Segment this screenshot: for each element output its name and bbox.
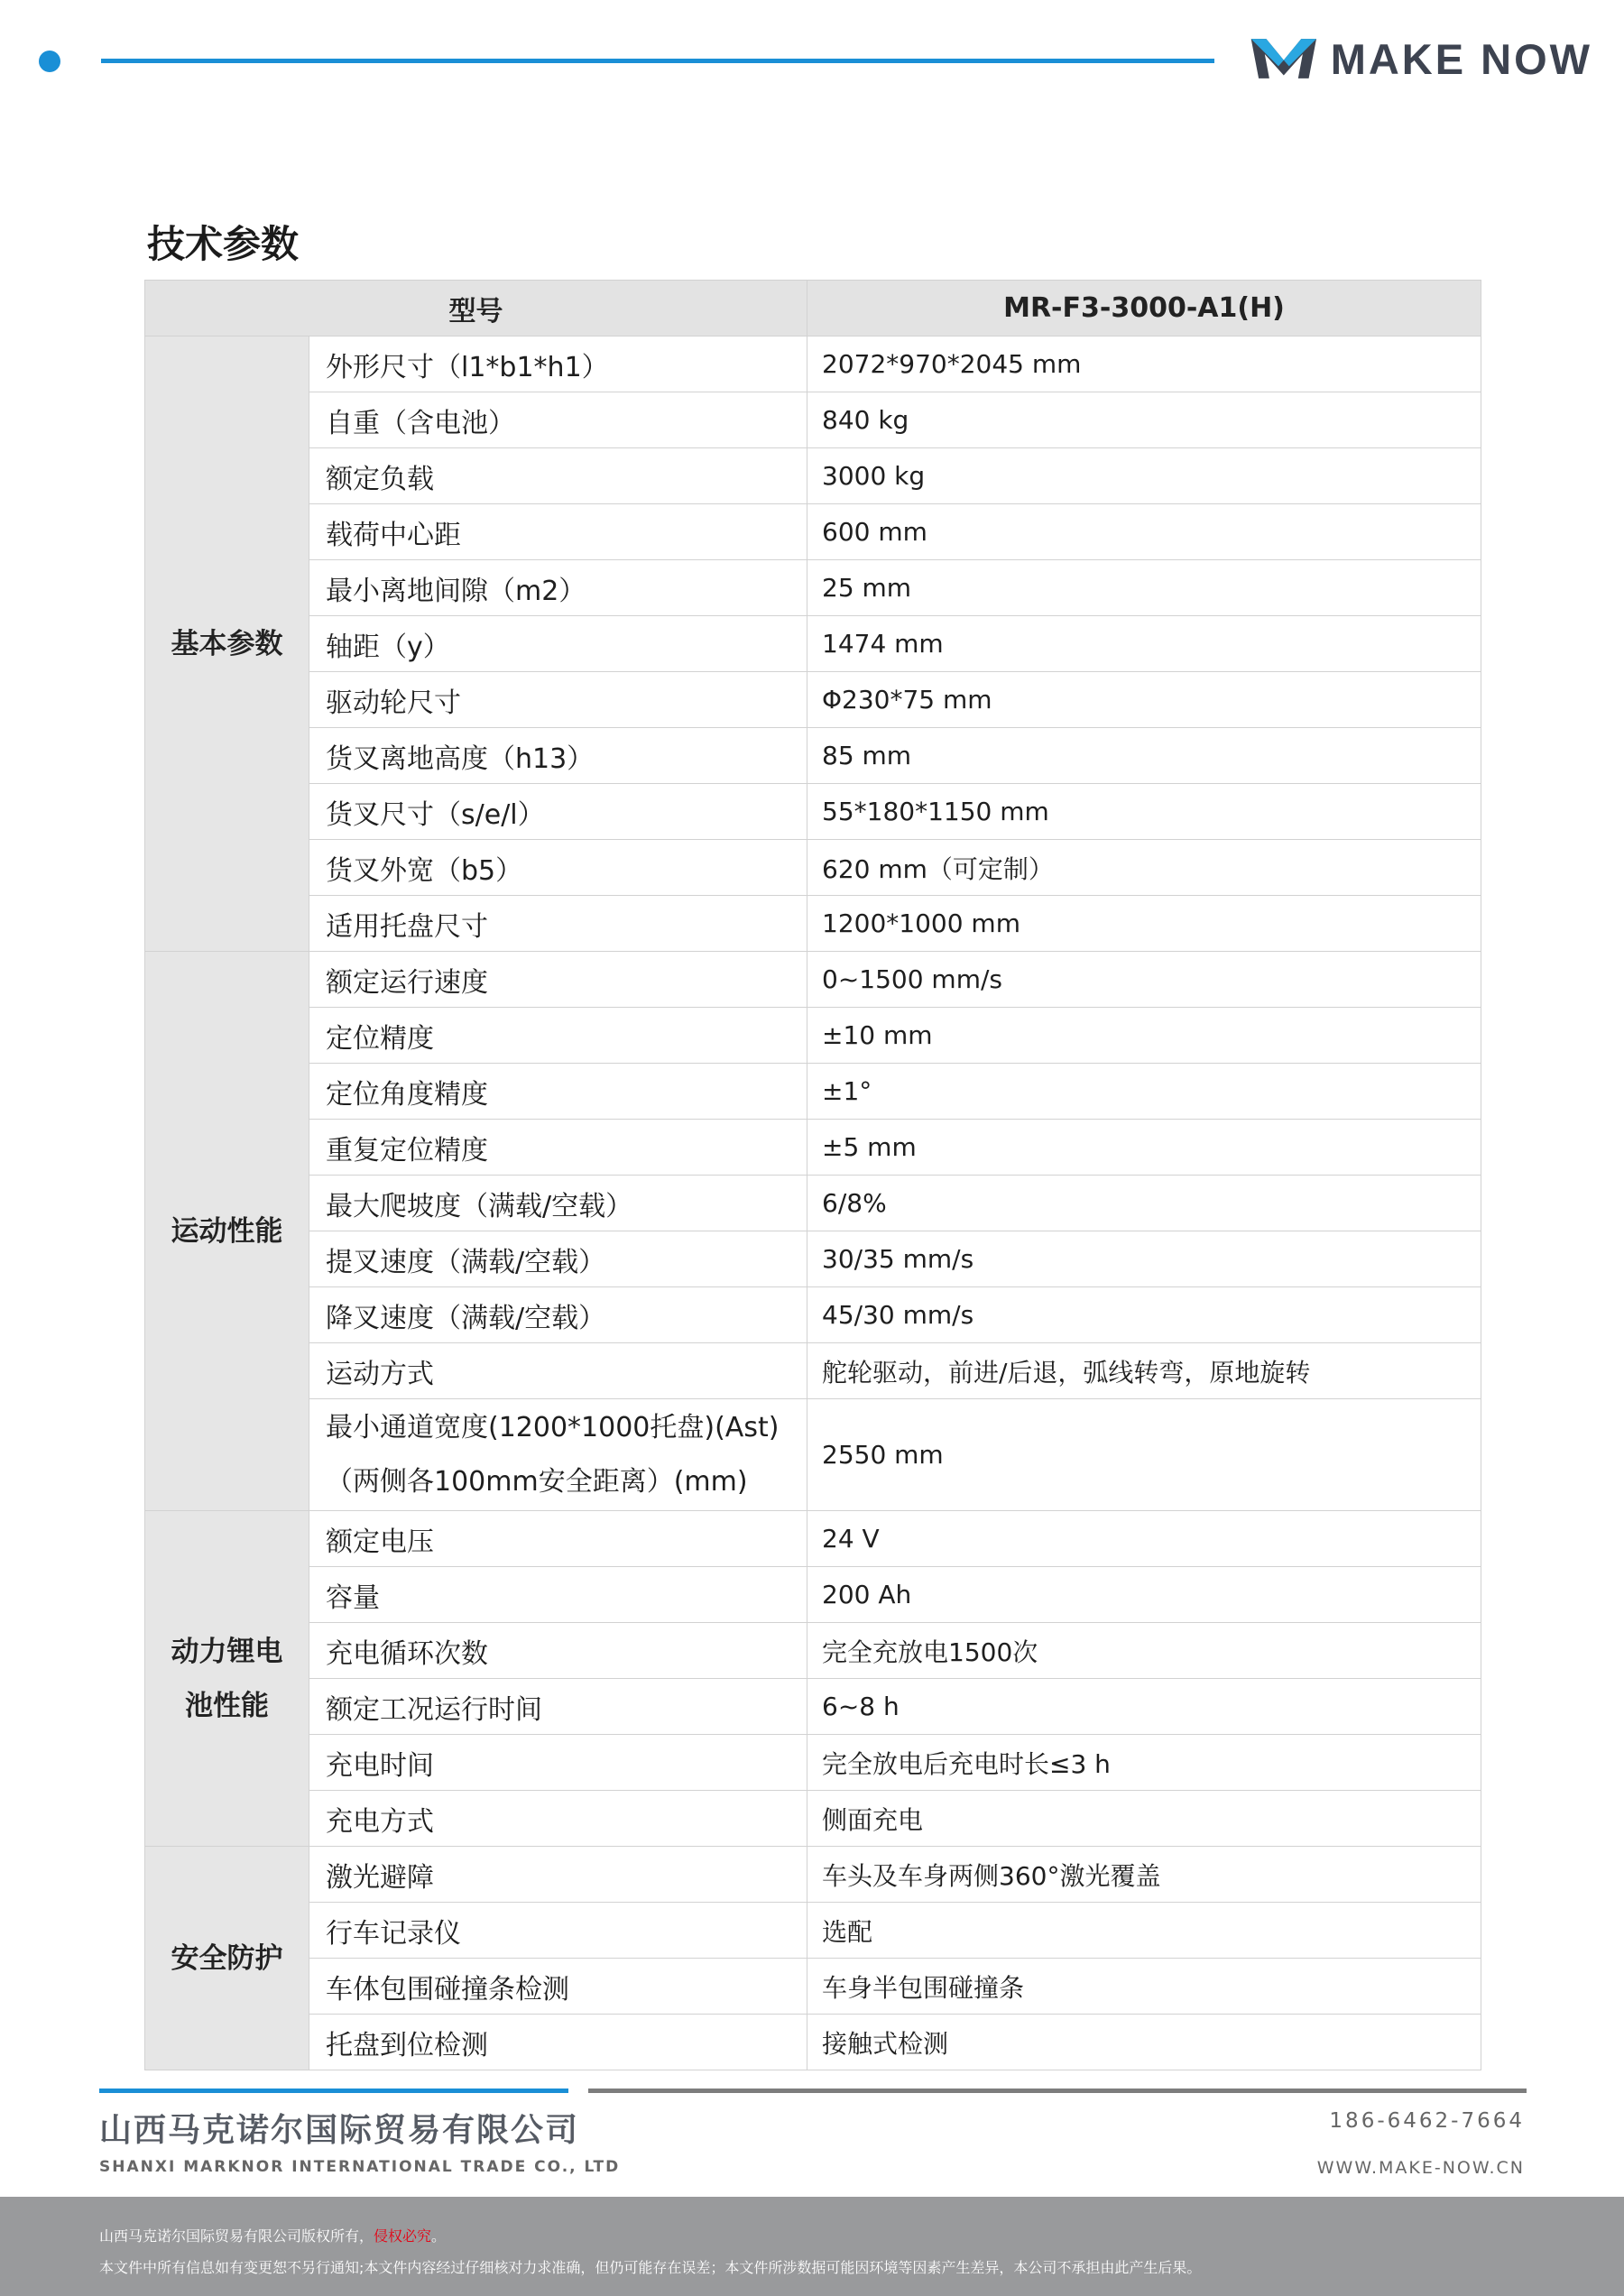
table-row (145, 1343, 1481, 1399)
param-value: 6~8 h (807, 1679, 1481, 1735)
param-name: 行车记录仪 (309, 1903, 807, 1959)
param-name: 额定运行速度 (309, 952, 807, 1008)
param-name: 最小离地间隙（m2） (309, 560, 807, 616)
table-row (145, 896, 1481, 952)
table-row (145, 560, 1481, 616)
param-value: 2550 mm (807, 1399, 1481, 1511)
param-value: 选配 (807, 1903, 1481, 1959)
param-name: 容量 (309, 1567, 807, 1623)
param-value: 85 mm (807, 728, 1481, 784)
footer-company-name: 山西马克诺尔国际贸易有限公司 (99, 2112, 580, 2149)
param-value: 200 Ah (807, 1567, 1481, 1623)
param-value: 55*180*1150 mm (807, 784, 1481, 840)
param-value: 45/30 mm/s (807, 1287, 1481, 1343)
param-value: 侧面充电 (807, 1791, 1481, 1847)
param-value: 30/35 mm/s (807, 1231, 1481, 1287)
table-row (145, 672, 1481, 728)
table-header-row (145, 281, 1481, 337)
table-row (145, 504, 1481, 560)
table-row (145, 1903, 1481, 1959)
brand-logo (1250, 27, 1592, 90)
param-value: 完全充放电1500次 (807, 1623, 1481, 1679)
param-name: 货叉离地高度（h13） (309, 728, 807, 784)
param-name: 额定电压 (309, 1511, 807, 1567)
param-value: 车头及车身两侧360°激光覆盖 (807, 1847, 1481, 1903)
header-rule (101, 59, 1214, 63)
table-row (145, 1847, 1481, 1903)
param-name: 车体包围碰撞条检测 (309, 1959, 807, 2015)
table-row (145, 1511, 1481, 1567)
param-name: 最大爬坡度（满载/空载） (309, 1176, 807, 1231)
param-value: 0~1500 mm/s (807, 952, 1481, 1008)
param-value: 1200*1000 mm (807, 896, 1481, 952)
brand-name: MAKE NOW (1330, 34, 1592, 83)
footer-phone: 186-6462-7664 (1329, 2109, 1525, 2133)
footer-band (0, 2197, 1624, 2296)
table-row (145, 728, 1481, 784)
param-value: 完全放电后充电时长≤3 h (807, 1735, 1481, 1791)
param-value: ±1° (807, 1064, 1481, 1120)
param-name: 轴距（y） (309, 616, 807, 672)
footer-company-name-en: SHANXI MARKNOR INTERNATIONAL TRADE CO., LTD (99, 2158, 621, 2176)
param-name: 重复定位精度 (309, 1120, 807, 1176)
param-name: 充电时间 (309, 1735, 807, 1791)
param-value: ±10 mm (807, 1008, 1481, 1064)
category-safety: 安全防护 (145, 1847, 309, 2070)
param-name-line1: 最小通道宽度(1200*1000托盘)(Ast) (326, 1411, 780, 1443)
table-row (145, 1008, 1481, 1064)
param-name: 自重（含电池） (309, 392, 807, 448)
spec-table (144, 280, 1481, 2070)
param-name: 充电循环次数 (309, 1623, 807, 1679)
category-motion: 运动性能 (145, 952, 309, 1511)
footer-copyright (99, 2225, 446, 2245)
table-row (145, 1399, 1481, 1511)
table-row (145, 1679, 1481, 1735)
param-name: 托盘到位检测 (309, 2015, 807, 2070)
table-row (145, 1064, 1481, 1120)
param-value: 2072*970*2045 mm (807, 337, 1481, 392)
param-name: 定位角度精度 (309, 1064, 807, 1120)
table-row (145, 1120, 1481, 1176)
table-row (145, 840, 1481, 896)
param-name: 激光避障 (309, 1847, 807, 1903)
table-row (145, 1735, 1481, 1791)
make-now-logo-icon (1250, 30, 1318, 88)
param-name: 运动方式 (309, 1343, 807, 1399)
category-basic: 基本参数 (145, 337, 309, 952)
param-name: 外形尺寸（l1*b1*h1） (309, 337, 807, 392)
param-name: 降叉速度（满载/空载） (309, 1287, 807, 1343)
param-name: 充电方式 (309, 1791, 807, 1847)
table-row (145, 1623, 1481, 1679)
table-row (145, 784, 1481, 840)
param-value: 车身半包围碰撞条 (807, 1959, 1481, 2015)
table-row (145, 1959, 1481, 2015)
param-value: 舵轮驱动，前进/后退，弧线转弯，原地旋转 (807, 1343, 1481, 1399)
model-value: MR-F3-3000-A1(H) (807, 281, 1481, 337)
copyright-end: 。 (431, 2227, 447, 2245)
footer-website-link[interactable]: WWW.MAKE-NOW.CN (1316, 2158, 1525, 2178)
param-value: Φ230*75 mm (807, 672, 1481, 728)
param-name: 额定工况运行时间 (309, 1679, 807, 1735)
param-value: 6/8% (807, 1176, 1481, 1231)
table-row (145, 952, 1481, 1008)
param-name: 货叉外宽（b5） (309, 840, 807, 896)
param-value: 3000 kg (807, 448, 1481, 504)
model-label: 型号 (145, 281, 807, 337)
param-value: 620 mm（可定制） (807, 840, 1481, 896)
page-title: 技术参数 (147, 222, 300, 266)
param-value: ±5 mm (807, 1120, 1481, 1176)
table-row (145, 1176, 1481, 1231)
param-name: 货叉尺寸（s/e/l） (309, 784, 807, 840)
param-name: 定位精度 (309, 1008, 807, 1064)
table-row (145, 1231, 1481, 1287)
category-battery-line2: 池性能 (185, 1689, 269, 1722)
table-row (145, 392, 1481, 448)
param-value: 24 V (807, 1511, 1481, 1567)
param-value: 840 kg (807, 392, 1481, 448)
param-value: 600 mm (807, 504, 1481, 560)
table-row (145, 616, 1481, 672)
table-row (145, 337, 1481, 392)
footer-rule-gray (588, 2089, 1527, 2093)
table-row (145, 1791, 1481, 1847)
copyright-warning: 侵权必究 (374, 2227, 432, 2245)
param-name: 驱动轮尺寸 (309, 672, 807, 728)
footer-disclaimer: 本文件中所有信息如有变更恕不另行通知;本文件内容经过仔细核对力求准确，但仍可能存在误差；本文件所涉数据可能因环境等因素产生差异，本公司不承担由此产生后果。 (99, 2259, 1202, 2276)
param-name: 提叉速度（满载/空载） (309, 1231, 807, 1287)
copyright-text: 山西马克诺尔国际贸易有限公司版权所有， (99, 2227, 374, 2245)
table-row (145, 2015, 1481, 2070)
category-battery (145, 1511, 309, 1847)
param-value: 1474 mm (807, 616, 1481, 672)
category-battery-line1: 动力锂电 (171, 1635, 283, 1668)
param-value: 接触式检测 (807, 2015, 1481, 2070)
param-name (309, 1399, 807, 1511)
param-name: 额定负载 (309, 448, 807, 504)
header-dot (39, 51, 60, 72)
table-row (145, 448, 1481, 504)
param-value: 25 mm (807, 560, 1481, 616)
param-name-line2: （两侧各100mm安全距离）(mm) (326, 1465, 748, 1498)
footer-rule-blue (99, 2089, 568, 2093)
table-row (145, 1287, 1481, 1343)
param-name: 载荷中心距 (309, 504, 807, 560)
table-row (145, 1567, 1481, 1623)
param-name: 适用托盘尺寸 (309, 896, 807, 952)
